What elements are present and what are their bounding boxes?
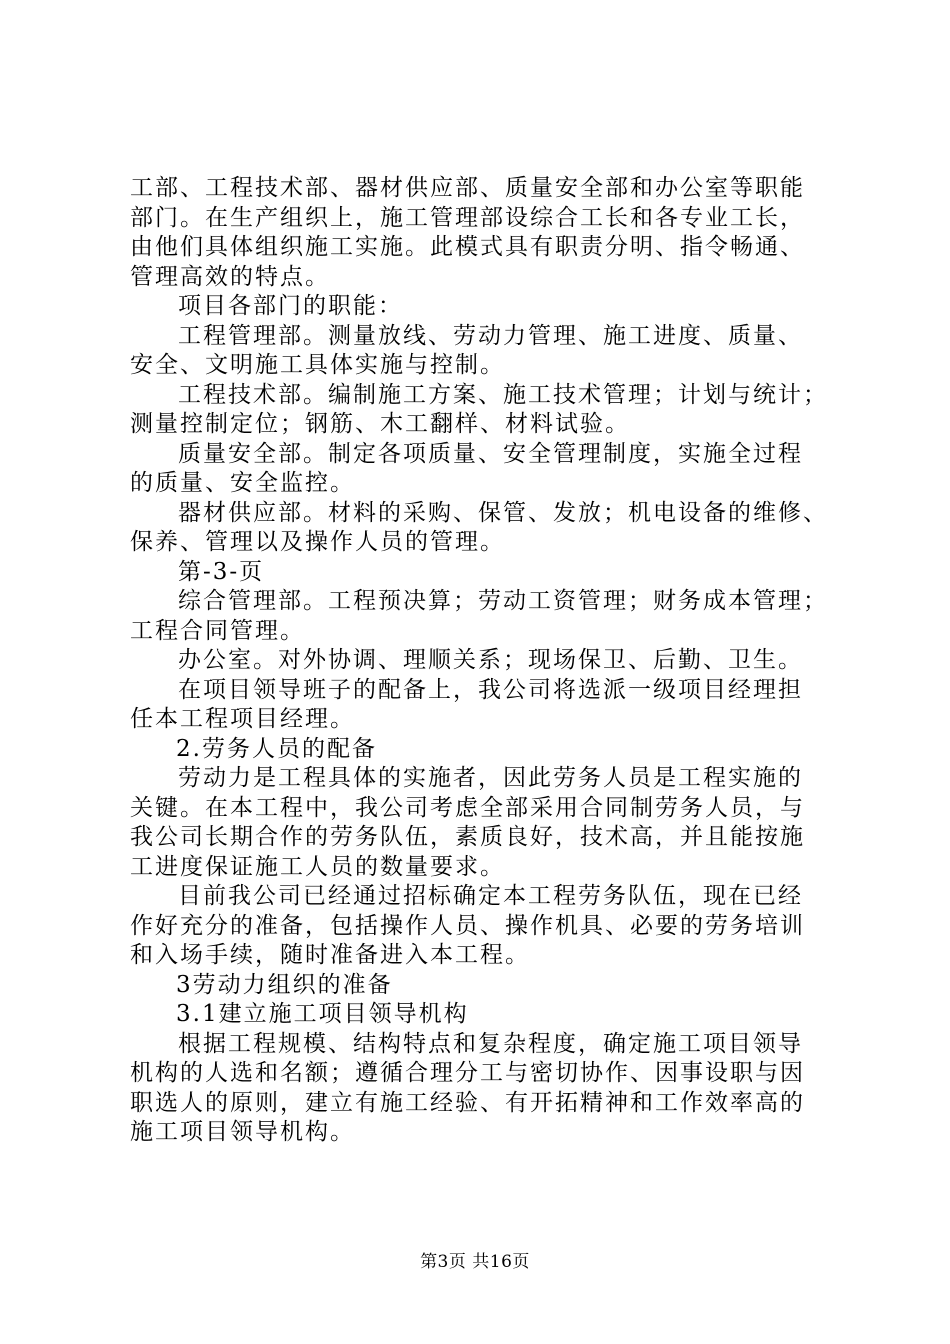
page-number-label: 第3页 共16页 [420, 1252, 530, 1272]
text-line: 由他们具体组织施工实施。此模式具有职责分明、指令畅通、 [130, 234, 805, 260]
section-heading: 2.劳务人员的配备 [176, 735, 377, 762]
text-line: 项目各部门的职能： [178, 293, 403, 319]
text-line: 劳动力是工程具体的实施者，因此劳务人员是工程实施的 [178, 765, 803, 791]
document-body [130, 174, 830, 1148]
text-line: 作好充分的准备，包括操作人员、操作机具、必要的劳务培训 [130, 912, 805, 939]
text-line: 质量安全部。制定各项质量、安全管理制度，实施全过程 [178, 440, 803, 467]
text-line: 办公室。对外协调、理顺关系；现场保卫、后勤、卫生。 [178, 647, 803, 673]
subsection-heading: 3.1建立施工项目领导机构 [176, 1001, 469, 1027]
text-line: 工程合同管理。 [130, 617, 305, 644]
text-line: 综合管理部。工程预决算；劳动工资管理；财务成本管理； [178, 588, 828, 614]
text-line: 我公司长期合作的劳务队伍，素质良好，技术高，并且能按施 [130, 824, 805, 850]
text-line: 测量控制定位；钢筋、木工翻样、材料试验。 [130, 411, 630, 437]
text-line: 机构的人选和名额；遵循合理分工与密切协作、因事设职与因 [130, 1060, 805, 1086]
text-line: 任本工程项目经理。 [130, 706, 355, 732]
text-line: 关键。在本工程中，我公司考虑全部采用合同制劳务人员，与 [130, 794, 805, 821]
text-line: 的质量、安全监控。 [130, 470, 355, 496]
text-line: 在项目领导班子的配备上，我公司将选派一级项目经理担 [178, 676, 803, 703]
text-line: 和入场手续，随时准备进入本工程。 [130, 942, 530, 968]
page-footer [0, 1247, 950, 1272]
text-line: 管理高效的特点。 [130, 263, 330, 290]
section-heading: 3劳动力组织的准备 [176, 971, 393, 998]
text-line: 保养、管理以及操作人员的管理。 [130, 529, 505, 555]
text-line: 部门。在生产组织上，施工管理部设综合工长和各专业工长， [130, 204, 805, 231]
text-line: 工程技术部。编制施工方案、施工技术管理；计划与统计； [178, 381, 828, 408]
text-line: 工部、工程技术部、器材供应部、质量安全部和办公室等职能 [130, 175, 805, 201]
text-line: 器材供应部。材料的采购、保管、发放；机电设备的维修、 [178, 499, 828, 526]
text-line: 职选人的原则，建立有施工经验、有开拓精神和工作效率高的 [130, 1089, 805, 1116]
text-line: 工程管理部。测量放线、劳动力管理、施工进度、质量、 [178, 322, 803, 349]
text-line: 根据工程规模、结构特点和复杂程度，确定施工项目领导 [178, 1030, 803, 1057]
text-line: 施工项目领导机构。 [130, 1119, 355, 1145]
inline-page-marker: 第-3-页 [178, 558, 265, 585]
text-line: 工进度保证施工人员的数量要求。 [130, 853, 505, 880]
text-line: 目前我公司已经通过招标确定本工程劳务队伍，现在已经 [178, 883, 803, 909]
text-line: 安全、文明施工具体实施与控制。 [130, 352, 505, 378]
